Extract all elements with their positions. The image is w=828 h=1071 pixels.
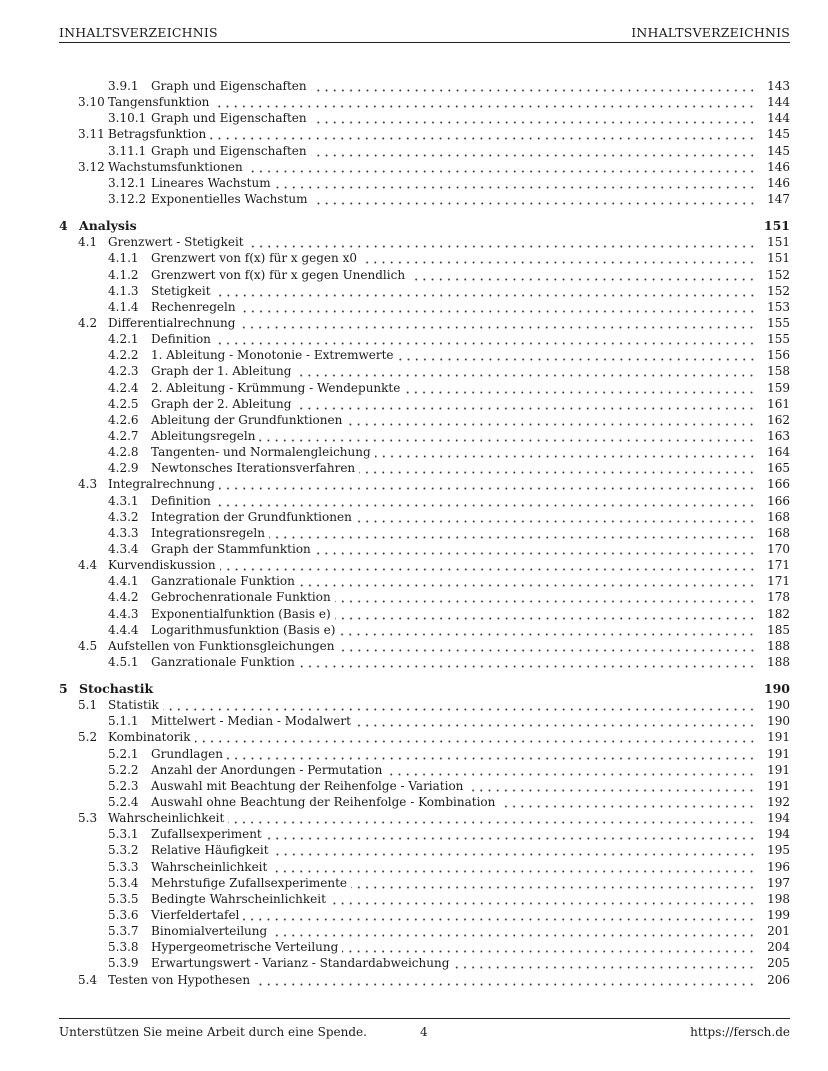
toc-page-number: 196 <box>767 859 790 874</box>
toc-page-number: 170 <box>767 541 790 556</box>
toc-page-number: 145 <box>767 127 790 142</box>
toc-leader-dots <box>342 939 756 953</box>
toc-section[interactable] <box>59 972 790 988</box>
toc-number: 3.9.1 <box>108 79 139 93</box>
donation-note: Unterstützen Sie meine Arbeit durch eine Spende. <box>59 1025 367 1039</box>
toc-title: Graph und Eigenschaften <box>151 143 307 158</box>
toc-title: Rechenregeln <box>151 299 236 314</box>
toc-leader-dots <box>247 159 756 173</box>
toc-subsection[interactable] <box>59 143 790 159</box>
toc-page-number: 188 <box>767 638 790 653</box>
toc-subsection[interactable] <box>59 283 790 299</box>
toc-title: Statistik <box>108 698 159 713</box>
toc-page-number: 205 <box>767 956 790 971</box>
toc-subsection[interactable] <box>59 891 790 907</box>
toc-subsection[interactable] <box>59 347 790 363</box>
toc-page-number: 171 <box>767 558 790 573</box>
toc-number: 5.2.2 <box>108 762 139 777</box>
toc-subsection[interactable] <box>59 110 790 126</box>
toc-chapter[interactable] <box>59 218 790 234</box>
toc-leader-dots <box>219 476 756 490</box>
toc-subsection[interactable] <box>59 525 790 541</box>
toc-subsection[interactable] <box>59 939 790 955</box>
toc-page-number: 162 <box>767 412 790 427</box>
toc-title: Tangensfunktion <box>108 95 210 110</box>
toc-page-number: 192 <box>767 795 790 810</box>
toc-leader-dots <box>228 810 756 824</box>
page-footer <box>59 1018 790 1039</box>
toc-leader-dots <box>273 842 756 856</box>
toc-number: 5.3.4 <box>108 875 139 890</box>
toc-page-number: 168 <box>767 525 790 540</box>
toc-number: 5.3.9 <box>108 956 139 971</box>
toc-leader-dots <box>220 557 756 571</box>
toc-leader-dots <box>271 923 756 937</box>
toc-page-number: 163 <box>767 428 790 443</box>
toc-number: 5.1.1 <box>108 714 139 729</box>
toc-title: Bedingte Wahrscheinlichkeit <box>151 891 326 906</box>
toc-subsection[interactable] <box>59 412 790 428</box>
toc-page-number: 201 <box>767 924 790 939</box>
toc-leader-dots <box>335 606 756 620</box>
toc-page-number: 191 <box>767 746 790 761</box>
toc-page-number: 144 <box>767 95 790 110</box>
toc-title: 2. Ableitung - Krümmung - Wendepunkte <box>151 380 401 395</box>
toc-page-number: 147 <box>767 191 790 206</box>
toc-subsection[interactable] <box>59 907 790 923</box>
toc-leader-dots <box>453 955 756 969</box>
toc-section[interactable] <box>59 234 790 250</box>
toc-leader-dots <box>213 94 756 108</box>
toc-number: 4.2 <box>78 315 98 330</box>
toc-number: 4.3.3 <box>108 525 139 540</box>
toc-number: 5.3.8 <box>108 940 139 955</box>
toc-title: Erwartungswert - Varianz - Standardabweichung <box>151 956 450 971</box>
toc-number: 5.3.3 <box>108 859 139 874</box>
toc-title: Differentialrechnung <box>108 315 236 330</box>
toc-title: Integration der Grundfunktionen <box>151 509 352 524</box>
toc-leader-dots <box>239 315 756 329</box>
toc-leader-dots <box>467 778 756 792</box>
toc-leader-dots <box>375 444 756 458</box>
toc-leader-dots <box>275 175 756 189</box>
toc-leader-dots <box>266 826 756 840</box>
toc-page-number: 198 <box>767 891 790 906</box>
page-number: 4 <box>420 1025 428 1039</box>
toc-title: Hypergeometrische Verteilung <box>151 940 339 955</box>
toc-subsection[interactable] <box>59 778 790 794</box>
toc-title: Definition <box>151 332 211 347</box>
toc-subsection[interactable] <box>59 250 790 266</box>
toc-leader-dots <box>259 428 756 442</box>
toc-leader-dots <box>299 654 756 668</box>
toc-title: Graph der 1. Ableitung <box>151 364 292 379</box>
toc-section[interactable] <box>59 94 790 110</box>
toc-subsection[interactable] <box>59 191 790 207</box>
toc-leader-dots <box>163 697 756 711</box>
toc-leader-dots <box>499 794 756 808</box>
toc-leader-dots <box>215 331 756 345</box>
toc-leader-dots <box>248 234 756 248</box>
toc-number: 4.3.1 <box>108 493 139 508</box>
toc-leader-dots <box>398 347 757 361</box>
toc-title: Wahrscheinlichkeit <box>108 811 225 826</box>
toc-number: 4.2.1 <box>108 332 139 347</box>
toc-subsection[interactable] <box>59 794 790 810</box>
toc-number: 5.1 <box>78 698 98 713</box>
toc-leader-dots <box>409 267 756 281</box>
toc-number: 5.3.7 <box>108 924 139 939</box>
toc-leader-dots <box>311 143 756 157</box>
toc-page-number: 143 <box>767 79 790 93</box>
toc-page-number: 155 <box>767 315 790 330</box>
toc-title: Newtonsches Iterationsverfahren <box>151 461 356 476</box>
toc-leader-dots <box>339 638 757 652</box>
toc-title: Tangenten- und Normalengleichung <box>151 445 371 460</box>
toc-number: 5 <box>59 681 68 697</box>
toc-leader-dots <box>141 218 756 232</box>
toc-number: 5.3.2 <box>108 843 139 858</box>
toc-page-number: 182 <box>767 606 790 621</box>
toc-title: Relative Häufigkeit <box>151 843 269 858</box>
toc-number: 4.2.7 <box>108 428 139 443</box>
toc-page-number: 166 <box>767 477 790 492</box>
toc-page-number: 185 <box>767 622 790 637</box>
toc-number: 5.2 <box>78 730 98 745</box>
toc-title: Kurvendiskussion <box>108 558 216 573</box>
toc-number: 4.2.9 <box>108 461 139 476</box>
toc-subsection[interactable] <box>59 396 790 412</box>
toc-leader-dots <box>215 283 756 297</box>
toc-leader-dots <box>157 681 756 695</box>
toc-number: 5.3.1 <box>108 827 139 842</box>
toc-page-number: 190 <box>767 714 790 729</box>
toc-page-number: 194 <box>767 811 790 826</box>
header-left-title: INHALTSVERZEICHNIS <box>59 25 218 40</box>
toc-title: Logarithmusfunktion (Basis e) <box>151 622 336 637</box>
toc-title: Stetigkeit <box>151 283 211 298</box>
toc-title: Betragsfunktion <box>108 127 207 142</box>
toc-subsection[interactable] <box>59 606 790 622</box>
toc-subsection[interactable] <box>59 428 790 444</box>
toc-leader-dots <box>356 509 756 523</box>
toc-leader-dots <box>359 460 756 474</box>
toc-leader-dots <box>243 907 756 921</box>
toc-leader-dots <box>330 891 756 905</box>
toc-subsection[interactable] <box>59 175 790 191</box>
toc-page-number: 194 <box>767 827 790 842</box>
toc-title: Graph der 2. Ableitung <box>151 396 292 411</box>
toc-title: Grenzwert von f(x) für x gegen Unendlich <box>151 267 406 282</box>
toc-section[interactable] <box>59 697 790 713</box>
toc-page-number: 146 <box>767 175 790 190</box>
toc-title: Wahrscheinlichkeit <box>151 859 268 874</box>
toc-page-number: 166 <box>767 493 790 508</box>
toc-number: 4.1.1 <box>108 251 139 266</box>
toc-number: 4.4.1 <box>108 574 139 589</box>
toc-leader-dots <box>346 412 756 426</box>
toc-number: 5.4 <box>78 972 98 987</box>
toc-number: 3.12.2 <box>108 191 147 206</box>
toc-leader-dots <box>210 126 756 140</box>
toc-subsection[interactable] <box>59 955 790 971</box>
toc-subsection[interactable] <box>59 746 790 762</box>
toc-page-number: 168 <box>767 509 790 524</box>
toc-page-number: 171 <box>767 574 790 589</box>
toc-page-number: 158 <box>767 364 790 379</box>
toc-subsection[interactable] <box>59 713 790 729</box>
toc-title: Definition <box>151 493 211 508</box>
toc-page-number: 188 <box>767 654 790 669</box>
toc-title: Mehrstufige Zufallsexperimente <box>151 875 348 890</box>
toc-page-number: 152 <box>767 283 790 298</box>
toc-leader-dots <box>311 110 756 124</box>
toc-page-number: 190 <box>767 698 790 713</box>
toc-leader-dots <box>254 972 756 986</box>
toc-subsection[interactable] <box>59 859 790 875</box>
toc-subsection[interactable] <box>59 444 790 460</box>
toc-number: 3.10.1 <box>108 111 147 126</box>
toc-subsection[interactable] <box>59 875 790 891</box>
toc-title: Grundlagen <box>151 746 223 761</box>
toc-section[interactable] <box>59 638 790 654</box>
toc-number: 4.2.4 <box>108 380 139 395</box>
toc-page-number: 151 <box>767 251 790 266</box>
toc-number: 5.2.4 <box>108 795 139 810</box>
toc-number: 5.3 <box>78 811 98 826</box>
toc-section[interactable] <box>59 159 790 175</box>
toc-number: 4.2.3 <box>108 364 139 379</box>
toc-title: Vierfeldertafel <box>151 908 240 923</box>
toc-title: Zufallsexperiment <box>151 827 262 842</box>
toc-title: Wachstumsfunktionen <box>108 159 243 174</box>
toc-subsection[interactable] <box>59 460 790 476</box>
toc-page-number: 204 <box>767 940 790 955</box>
toc-number: 4.2.6 <box>108 412 139 427</box>
toc-number: 4.2.2 <box>108 348 139 363</box>
toc-leader-dots <box>404 380 756 394</box>
toc-section[interactable] <box>59 729 790 745</box>
toc-number: 4.3.2 <box>108 509 139 524</box>
toc-number: 5.2.3 <box>108 778 139 793</box>
toc-leader-dots <box>339 622 756 636</box>
toc-number: 4.1.3 <box>108 283 139 298</box>
toc-number: 4.1 <box>78 235 98 250</box>
toc-subsection[interactable] <box>59 762 790 778</box>
toc-number: 4.2.5 <box>108 396 139 411</box>
toc-page-number: 145 <box>767 143 790 158</box>
toc-page-number: 206 <box>767 972 790 987</box>
toc-section[interactable] <box>59 315 790 331</box>
page-header <box>59 22 790 43</box>
toc-title: Integralrechnung <box>108 477 215 492</box>
toc-title: Graph und Eigenschaften <box>151 111 307 126</box>
toc-subsection[interactable] <box>59 509 790 525</box>
toc-leader-dots <box>386 762 756 776</box>
toc-number: 4.3.4 <box>108 541 139 556</box>
toc-title: Exponentialfunktion (Basis e) <box>151 606 331 621</box>
toc-title: Aufstellen von Funktionsgleichungen <box>108 638 335 653</box>
toc-page-number: 152 <box>767 267 790 282</box>
toc-number: 5.3.5 <box>108 891 139 906</box>
toc-title: Testen von Hypothesen <box>108 972 251 987</box>
toc-number: 4.4 <box>78 558 98 573</box>
toc-number: 4.4.3 <box>108 606 139 621</box>
toc-section[interactable] <box>59 476 790 492</box>
toc-leader-dots <box>299 573 756 587</box>
toc-title: Ganzrationale Funktion <box>151 574 295 589</box>
toc-number: 3.10 <box>78 95 105 110</box>
toc-subsection[interactable] <box>59 493 790 509</box>
toc-number: 4.1.4 <box>108 299 139 314</box>
toc-subsection[interactable] <box>59 363 790 379</box>
toc-number: 3.11.1 <box>108 143 147 158</box>
toc-title: Analysis <box>79 218 137 234</box>
toc-title: Mittelwert - Median - Modalwert <box>151 714 351 729</box>
toc-leader-dots <box>315 541 756 555</box>
toc-number: 4.4.2 <box>108 590 139 605</box>
toc-page-number: 153 <box>767 299 790 314</box>
toc-leader-dots <box>311 78 756 92</box>
toc-page-number: 178 <box>767 590 790 605</box>
toc-subsection[interactable] <box>59 541 790 557</box>
toc-page-number: 151 <box>767 235 790 250</box>
toc-subsection[interactable] <box>59 78 790 94</box>
toc-number: 3.12.1 <box>108 175 147 190</box>
toc-page-number: 191 <box>767 762 790 777</box>
toc-page-number: 191 <box>767 778 790 793</box>
toc-page-number: 155 <box>767 332 790 347</box>
toc-page-number: 199 <box>767 908 790 923</box>
toc-leader-dots <box>295 396 756 410</box>
toc-subsection[interactable] <box>59 267 790 283</box>
toc-number: 3.11 <box>78 127 105 142</box>
toc-title: Stochastik <box>79 681 154 697</box>
toc-page-number: 190 <box>763 681 790 697</box>
toc-page-number: 191 <box>767 730 790 745</box>
toc-number: 4.5.1 <box>108 654 139 669</box>
toc-title: Ganzrationale Funktion <box>151 654 295 669</box>
toc-leader-dots <box>215 493 756 507</box>
toc-number: 4 <box>59 218 68 234</box>
toc-title: Ableitungsregeln <box>151 428 256 443</box>
toc-leader-dots <box>312 191 757 205</box>
toc-number: 4.3 <box>78 477 98 492</box>
website-link[interactable]: https://fersch.de <box>690 1025 790 1039</box>
toc-title: Graph der Stammfunktion <box>151 541 311 556</box>
table-of-contents <box>59 78 790 988</box>
toc-number: 4.4.4 <box>108 622 139 637</box>
toc-subsection[interactable] <box>59 380 790 396</box>
toc-leader-dots <box>269 525 756 539</box>
toc-title: Auswahl ohne Beachtung der Reihenfolge - Kombination <box>151 795 496 810</box>
header-right-title: INHALTSVERZEICHNIS <box>631 25 790 40</box>
toc-subsection[interactable] <box>59 923 790 939</box>
toc-title: Grenzwert - Stetigkeit <box>108 235 244 250</box>
toc-section[interactable] <box>59 557 790 573</box>
toc-subsection[interactable] <box>59 826 790 842</box>
toc-page-number: 146 <box>767 159 790 174</box>
toc-title: 1. Ableitung - Monotonie - Extremwerte <box>151 348 394 363</box>
toc-title: Integrationsregeln <box>151 525 265 540</box>
toc-number: 5.3.6 <box>108 908 139 923</box>
toc-section[interactable] <box>59 810 790 826</box>
toc-subsection[interactable] <box>59 842 790 858</box>
toc-subsection[interactable] <box>59 331 790 347</box>
toc-subsection[interactable] <box>59 589 790 605</box>
toc-page-number: 195 <box>767 843 790 858</box>
toc-leader-dots <box>240 299 756 313</box>
toc-subsection[interactable] <box>59 622 790 638</box>
toc-title: Graph und Eigenschaften <box>151 79 307 93</box>
toc-page-number: 161 <box>767 396 790 411</box>
toc-leader-dots <box>271 859 756 873</box>
toc-title: Anzahl der Anordungen - Permutation <box>151 762 383 777</box>
toc-chapter[interactable] <box>59 681 790 697</box>
toc-title: Kombinatorik <box>108 730 191 745</box>
toc-number: 3.12 <box>78 159 105 174</box>
toc-page-number: 144 <box>767 111 790 126</box>
toc-title: Grenzwert von f(x) für x gegen x0 <box>151 251 357 266</box>
toc-title: Lineares Wachstum <box>151 175 271 190</box>
toc-title: Auswahl mit Beachtung der Reihenfolge - Variation <box>151 778 464 793</box>
toc-subsection[interactable] <box>59 654 790 670</box>
toc-section[interactable] <box>59 126 790 142</box>
toc-leader-dots <box>227 746 756 760</box>
toc-leader-dots <box>295 363 756 377</box>
toc-number: 4.1.2 <box>108 267 139 282</box>
toc-number: 5.2.1 <box>108 746 139 761</box>
toc-leader-dots <box>335 589 756 603</box>
toc-page-number: 159 <box>767 380 790 395</box>
toc-leader-dots <box>351 875 756 889</box>
toc-subsection[interactable] <box>59 299 790 315</box>
toc-subsection[interactable] <box>59 573 790 589</box>
toc-title: Ableitung der Grundfunktionen <box>151 412 343 427</box>
toc-page-number: 156 <box>767 348 790 363</box>
toc-leader-dots <box>355 713 756 727</box>
toc-page-number: 197 <box>767 875 790 890</box>
toc-page-number: 151 <box>763 218 790 234</box>
toc-title: Binomialverteilung <box>151 924 268 939</box>
toc-page-number: 164 <box>767 445 790 460</box>
toc-page-number: 165 <box>767 461 790 476</box>
toc-number: 4.2.8 <box>108 445 139 460</box>
toc-title: Gebrochenrationale Funktion <box>151 590 331 605</box>
toc-number: 4.5 <box>78 638 98 653</box>
toc-title: Exponentielles Wachstum <box>151 191 308 206</box>
toc-leader-dots <box>195 729 756 743</box>
toc-leader-dots <box>361 250 756 264</box>
